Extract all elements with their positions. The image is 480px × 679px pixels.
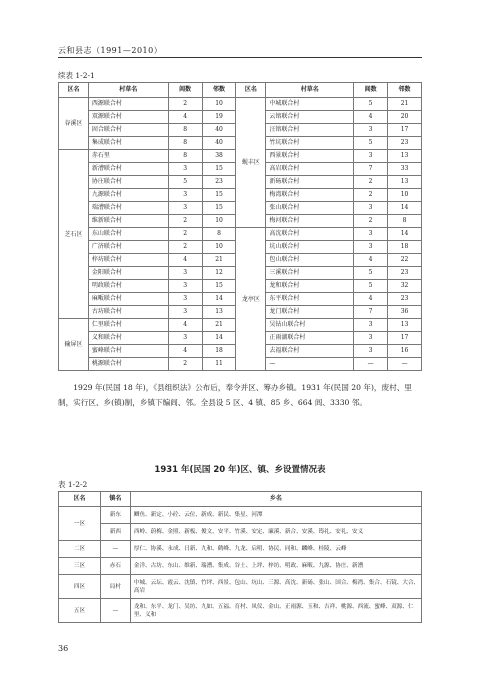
table-row xyxy=(59,558,422,575)
lv-count: 2 xyxy=(168,241,202,254)
village-name: 金阳联合村 xyxy=(88,267,168,280)
table-row xyxy=(59,575,422,599)
town-name: 赤石 xyxy=(100,558,130,575)
lv-count: 3 xyxy=(168,163,202,176)
village-name: 坑山联合村 xyxy=(266,241,354,254)
lv-count: 4 xyxy=(168,254,202,267)
district-name: 二区 xyxy=(59,541,101,558)
lin-count: 10 xyxy=(202,241,236,254)
lv-count: 3 xyxy=(168,306,202,319)
village-name: 龙和联合村 xyxy=(266,280,354,293)
column-header: 闾数 xyxy=(168,83,202,98)
lin-count: 14 xyxy=(202,293,236,306)
village-name: 古坊联合村 xyxy=(88,306,168,319)
lv-count: 3 xyxy=(354,228,388,241)
lin-count: 10 xyxy=(202,98,236,111)
lv-count: 4 xyxy=(168,111,202,124)
lin-count: 21 xyxy=(202,319,236,332)
lin-count: 13 xyxy=(388,319,422,332)
district-name: 输屏区 xyxy=(59,319,89,371)
village-list: 西岭、蔚梅、金照、新板、俊文、安平、竹溪、安定、廉溪、新合、安溪、筠礼、安礼、安义 xyxy=(130,524,421,541)
town-name: 新东 xyxy=(100,507,130,524)
lin-count: 14 xyxy=(202,332,236,345)
village-name: 竹坑联合村 xyxy=(266,137,354,150)
village-name: 新砀联合村 xyxy=(266,176,354,189)
lin-count: 17 xyxy=(388,332,422,345)
lin-count: 10 xyxy=(202,215,236,228)
lin-count: 15 xyxy=(202,163,236,176)
village-name: 张山联合村 xyxy=(266,202,354,215)
district-name: 芝石区 xyxy=(59,150,89,319)
village-name: 高沈联合村 xyxy=(266,228,354,241)
table1 xyxy=(58,82,422,371)
village-name: 云镕联合村 xyxy=(266,111,354,124)
village-list: 厚仁、协溪、永成、日新、九和、鹤峰、九龙、启明、协民、同和、麟峰、桂陵、云峰 xyxy=(130,541,421,558)
town-name: — xyxy=(100,599,130,623)
district-name: 谷溪区 xyxy=(59,98,89,150)
village-name: 梅河联合村 xyxy=(266,215,354,228)
town-name: 新西 xyxy=(100,524,130,541)
section-title: 1931 年(民国 20 年)区、镇、乡设置情况表 xyxy=(154,465,326,475)
village-name: 东山联合村 xyxy=(88,228,168,241)
body-paragraph: 1929 年(民国 18 年)，《县组织法》公布后，奉令并区、筹办乡镇。1931 年(民国 20 年)，废村、里制，实行区、乡(镇)制，乡镇下编闾、邻。全县设 5 区、4 镇、85 乡、664 闾、3330 邻。 xyxy=(58,383,412,407)
lv-count: 7 xyxy=(354,163,388,176)
lin-count: 33 xyxy=(388,163,422,176)
column-header: 乡名 xyxy=(130,492,421,507)
lv-count: 4 xyxy=(354,254,388,267)
village-name: 龙门联合村 xyxy=(266,306,354,319)
lv-count: 2 xyxy=(168,228,202,241)
lv-count: 8 xyxy=(168,150,202,163)
lin-count: 22 xyxy=(388,254,422,267)
lv-count: 5 xyxy=(354,267,388,280)
lin-count: 36 xyxy=(388,306,422,319)
lin-count: — xyxy=(388,358,422,371)
village-name: 包山联合村 xyxy=(266,254,354,267)
village-name: 九源联合村 xyxy=(88,189,168,202)
town-name: 局村 xyxy=(100,575,130,599)
lin-count: 23 xyxy=(388,267,422,280)
village-name: 瑞漕联合村 xyxy=(88,202,168,215)
lv-count: 2 xyxy=(354,176,388,189)
column-header: 村草名 xyxy=(266,83,354,98)
lv-count: — xyxy=(354,358,388,371)
lv-count: 3 xyxy=(354,150,388,163)
village-name: 赤石里 xyxy=(88,150,168,163)
village-name: 桃源联合村 xyxy=(88,358,168,371)
lin-count: 18 xyxy=(202,345,236,358)
lv-count: 5 xyxy=(354,98,388,111)
village-name: 双源联合村 xyxy=(88,111,168,124)
lv-count: 5 xyxy=(168,176,202,189)
village-name: 去福联合村 xyxy=(266,345,354,358)
column-header: 闾数 xyxy=(354,83,388,98)
lv-count: 3 xyxy=(168,332,202,345)
lin-count: 15 xyxy=(202,189,236,202)
district-name: 四区 xyxy=(59,575,101,599)
lv-count: 4 xyxy=(354,111,388,124)
village-name: 汪镕联合村 xyxy=(266,124,354,137)
lin-count: 21 xyxy=(388,98,422,111)
lv-count: 3 xyxy=(354,202,388,215)
village-name: 麻畈联合村 xyxy=(88,293,168,306)
lin-count: 13 xyxy=(388,176,422,189)
lv-count: 3 xyxy=(168,267,202,280)
lin-count: 40 xyxy=(202,124,236,137)
lv-count: 3 xyxy=(354,319,388,332)
lin-count: 32 xyxy=(388,280,422,293)
column-header: 区名 xyxy=(59,492,101,507)
district-name: 五区 xyxy=(59,599,101,623)
district-name: 蚬丰区 xyxy=(236,98,266,228)
lv-count: 4 xyxy=(354,293,388,306)
running-header: 云和县志（1991—2010） xyxy=(58,46,163,55)
village-name: 义和联合村 xyxy=(88,332,168,345)
village-name: 明政联合村 xyxy=(88,280,168,293)
lv-count: 3 xyxy=(168,280,202,293)
lv-count: 8 xyxy=(168,137,202,150)
lin-count: 15 xyxy=(202,202,236,215)
column-header: 村草名 xyxy=(88,83,168,98)
village-name: 梓坊联合村 xyxy=(88,254,168,267)
district-name: 三区 xyxy=(59,558,101,575)
column-header: 区名 xyxy=(236,83,266,98)
lin-count: 38 xyxy=(202,150,236,163)
table1-header-row xyxy=(59,83,422,98)
lin-count: 23 xyxy=(202,176,236,189)
village-name: 新漕联合村 xyxy=(88,163,168,176)
lv-count: 8 xyxy=(168,124,202,137)
lin-count: 23 xyxy=(388,293,422,306)
village-name: 仁里联合村 xyxy=(88,319,168,332)
village-name: — xyxy=(266,358,354,371)
lv-count: 3 xyxy=(354,332,388,345)
lin-count: 15 xyxy=(202,280,236,293)
column-header: 区名 xyxy=(59,83,89,98)
town-name: — xyxy=(100,541,130,558)
lv-count: 3 xyxy=(168,189,202,202)
village-name: 西景联合村 xyxy=(266,150,354,163)
header-rule xyxy=(58,57,422,58)
village-name: 维新联合村 xyxy=(88,215,168,228)
village-name: 正雨湖联合村 xyxy=(266,332,354,345)
lin-count: 21 xyxy=(202,254,236,267)
page-number: 36 xyxy=(58,644,69,653)
table-row xyxy=(59,524,422,541)
table-row xyxy=(59,541,422,558)
lv-count: 5 xyxy=(354,280,388,293)
lin-count: 20 xyxy=(388,111,422,124)
lv-count: 7 xyxy=(354,306,388,319)
village-name: 广济联合村 xyxy=(88,241,168,254)
lin-count: 40 xyxy=(202,137,236,150)
lin-count: 8 xyxy=(388,215,422,228)
village-list: 鲫鱼、新定、小砼、云位、新成、新民、集星、河潭 xyxy=(130,507,421,524)
village-name: 西源联合村 xyxy=(88,98,168,111)
table2-header-row xyxy=(59,492,422,507)
village-name: 固合联合村 xyxy=(88,124,168,137)
lv-count: 4 xyxy=(168,319,202,332)
district-name: 一区 xyxy=(59,507,101,541)
lv-count: 3 xyxy=(354,124,388,137)
column-header: 邻数 xyxy=(202,83,236,98)
lv-count: 2 xyxy=(354,189,388,202)
lin-count: 8 xyxy=(202,228,236,241)
village-list: 龙和、东平、龙门、吴坊、九如、五福、育村、凤仪、金山、正雨源、玉和、吉祥、桃源、西流、蜜峰、双源、仁里、义和 xyxy=(130,599,421,623)
village-name: 中城联合村 xyxy=(266,98,354,111)
lin-count: 13 xyxy=(202,306,236,319)
lv-count: 3 xyxy=(168,293,202,306)
column-header: 镇名 xyxy=(100,492,130,507)
lv-count: 2 xyxy=(354,215,388,228)
lv-count: 3 xyxy=(354,241,388,254)
village-name: 东平联合村 xyxy=(266,293,354,306)
village-name: 协庄联合村 xyxy=(88,176,168,189)
village-list: 金洋、古坊、东山、维新、瑞漕、集成、谷土、上坪、梓坊、明政、麻畈、九源、协庄、新漕 xyxy=(130,558,421,575)
village-name: 梅湾联合村 xyxy=(266,189,354,202)
lin-count: 16 xyxy=(388,345,422,358)
village-name: 高岩联合村 xyxy=(266,163,354,176)
table2 xyxy=(58,491,422,623)
lv-count: 4 xyxy=(168,345,202,358)
village-name: 蜜峰联合村 xyxy=(88,345,168,358)
table-row xyxy=(59,98,422,111)
table2-caption: 表 1-2-2 xyxy=(58,480,88,489)
district-name: 龙亭区 xyxy=(236,228,266,371)
lin-count: 11 xyxy=(202,358,236,371)
lin-count: 10 xyxy=(388,189,422,202)
lin-count: 17 xyxy=(388,124,422,137)
lin-count: 14 xyxy=(388,202,422,215)
lv-count: 2 xyxy=(168,358,202,371)
table-row xyxy=(59,599,422,623)
village-list: 中城、云坛、霞云、沈镇、竹坪、西景、包山、坑山、三源、高沈、新砀、张山、国合、梅湾、集合、石镜、大合、高岩 xyxy=(130,575,421,599)
table-row xyxy=(59,228,422,241)
lin-count: 19 xyxy=(202,111,236,124)
village-name: 集成联合村 xyxy=(88,137,168,150)
lv-count: 5 xyxy=(354,137,388,150)
lin-count: 18 xyxy=(388,241,422,254)
lin-count: 14 xyxy=(388,228,422,241)
lv-count: 2 xyxy=(168,215,202,228)
lin-count: 12 xyxy=(202,267,236,280)
lv-count: 3 xyxy=(168,202,202,215)
column-header: 邻数 xyxy=(388,83,422,98)
village-name: 吴钻山联合村 xyxy=(266,319,354,332)
table-row xyxy=(59,507,422,524)
table1-caption: 续表 1-2-1 xyxy=(58,71,95,80)
lin-count: 23 xyxy=(388,137,422,150)
village-name: 三溪联合村 xyxy=(266,267,354,280)
lv-count: 2 xyxy=(168,98,202,111)
lin-count: 13 xyxy=(388,150,422,163)
lv-count: 3 xyxy=(354,345,388,358)
